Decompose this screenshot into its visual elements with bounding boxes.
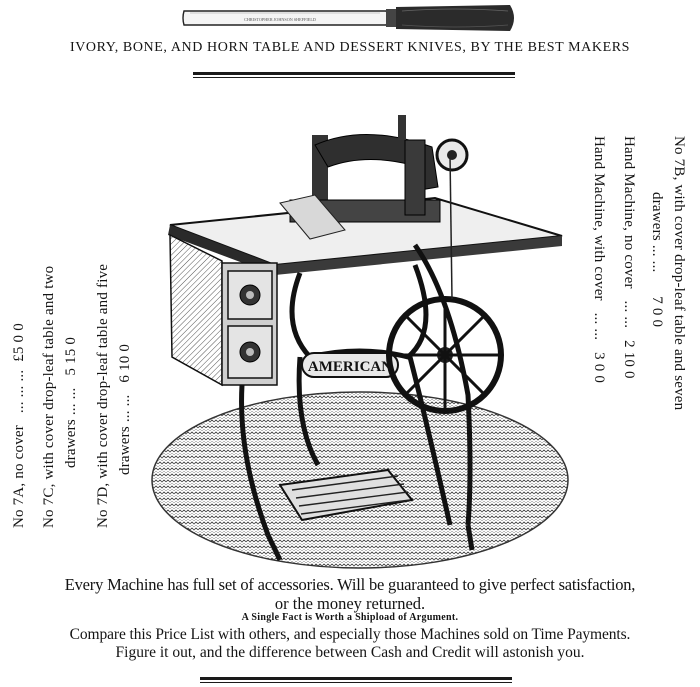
divider-top-2 [193,77,515,78]
item-dots: ... ... [591,312,607,341]
price-item-7c-cont [64,337,79,468]
item-dots: ... ... ... [11,369,27,414]
footer-tagline: A Single Fact is Worth a Shipload of Argument. [241,612,459,623]
knife-stamp: CHRISTOPHER JOHNSON SHEFFIELD [244,17,316,22]
price-item-hand-no-cover [621,136,636,379]
item-price: £5 0 0 [11,323,27,362]
item-price: 2 10 0 [621,340,637,379]
item-name-cont: drawers ... ... [649,192,665,273]
drawer-cabinet [170,235,222,385]
divider-bottom-2 [200,682,512,683]
footer-line-5: Figure it out, and the difference between Cash and Credit will astonish you. [115,644,585,661]
item-name: No 7D, with cover drop-leaf table and five [95,263,111,528]
item-price: 5 15 0 [63,336,79,376]
price-item-7b-cont [649,192,664,327]
price-item-hand-with-cover [591,136,606,383]
item-price: 7 0 0 [649,296,665,328]
price-item-7d [96,264,111,528]
knife-illustration [180,3,520,33]
footer-line-2: or the money returned. [274,594,426,613]
treadle-label: AMERICAN [307,359,393,375]
footer-line-1: Every Machine has full set of accessories. Will be guaranteed to give perfect satisfaction, [64,575,636,594]
item-name: No 7C, with cover drop-leaf table and two [41,265,57,528]
item-price: 3 0 0 [591,352,607,384]
divider-bottom-1 [200,677,512,680]
price-item-7c [42,266,57,528]
item-dots: ... ... [621,300,637,329]
item-name-cont: drawers ... ... [63,387,79,468]
item-name: No 7B, with cover drop-leaf table and seven [671,136,687,411]
item-name: Hand Machine, no cover [621,136,637,289]
item-name: No 7A, no cover [11,425,27,528]
item-price: 6 10 0 [117,343,133,383]
item-name: Hand Machine, with cover [591,136,607,301]
price-item-7a [12,323,27,528]
item-name-cont: drawers ... ... [117,394,133,475]
price-item-7b [671,136,686,410]
footer-line-4: Compare this Price List with others, and especially those Machines sold on Time Payments. [69,626,631,643]
price-item-7d-cont [118,344,133,475]
divider-top-1 [193,72,515,75]
page-heading: IVORY, BONE, AND HORN TABLE AND DESSERT KNIVES, BY THE BEST MAKERS [69,40,631,55]
sewing-machine-illustration [150,95,570,570]
